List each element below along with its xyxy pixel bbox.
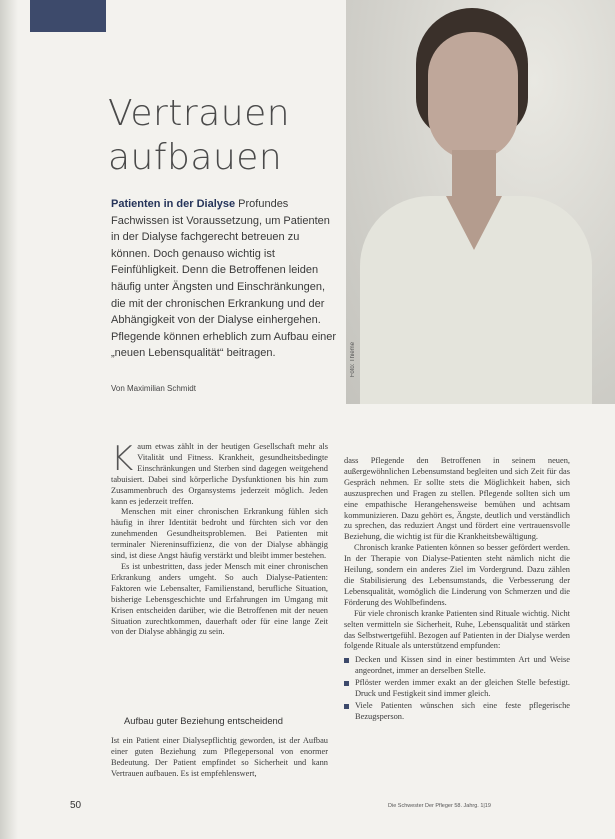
- left-paragraph-2: Menschen mit einer chronischen Erkrankung fühlen sich häufig in ihrer Identität bedroht und fürchten sich vor den zunehmenden Gesundheitsproblemen. Bei Patienten mit terminaler Niereninsuffizienz, die von der Dialyse abhängig sind, ist diese Angst häufig verstärkt und bleibt immer bestehen.: [111, 507, 328, 561]
- lead-paragraph: [111, 196, 339, 362]
- page-edge-shadow: [0, 0, 18, 839]
- section-tab: [30, 0, 106, 32]
- nurse-photo: [346, 0, 615, 404]
- title-line-2: aufbauen: [108, 137, 283, 178]
- left-paragraph-1: [111, 439, 328, 507]
- lead-text: Profundes Fachwissen ist Voraussetzung, um Patienten in der Dialyse fachgerecht betreuen zu können. Doch genauso wichtig ist Feinfühligkeit. Denn die Betroffenen leiden häufig unter Ängsten und Einschränkungen, die mit der chronischen Erkrankung und der Abhängigkeit von der Dialyse einhergehen. Pflegende können erheblich zum Aufbau einer „neuen Lebensqualität“ beitragen.: [111, 198, 337, 360]
- right-paragraph-1: dass Pflegende den Betroffenen in seinem neuen, außergewöhnlichen Lebensumstand begleiten und sich Zeit für das Gespräch nehmen. Er sollte stets die Möglichkeit haben, sich auszusprechen und Fragen zu stellen. Pflegende sollten sich um eine empathische Herangehensweise bemühen und achtsam kommunizieren. Dazu gehört es, Ängste, deutlich und verständlich zu sprechen, das reduziert Angst und fördert eine vertrauensvolle Beziehung, die wichtig ist für die Krankheitsbewältigung.: [344, 456, 570, 542]
- body-column-right: [344, 456, 570, 724]
- photo-face: [428, 32, 518, 160]
- byline: Von Maximilian Schmidt: [111, 384, 196, 393]
- photo-credit: Foto: Thieme: [350, 342, 356, 378]
- list-item: Pflöster werden immer exakt an der gleichen Stelle befestigt. Druck und Festigkeit sind immer gleich.: [344, 678, 570, 700]
- body-column-left-lower: [111, 736, 328, 780]
- body-column-left: [111, 439, 328, 638]
- section-subheading: Aufbau guter Beziehung entscheidend: [124, 715, 283, 726]
- footer-source: Die Schwester Der Pfleger 58. Jahrg. 1|19: [388, 803, 491, 809]
- title-line-1: Vertrauen: [108, 93, 291, 134]
- list-item: Viele Patienten wünschen sich eine feste pflegerische Bezugsperson.: [344, 701, 570, 723]
- right-paragraph-2: Chronisch kranke Patienten können so besser gefördert werden. In der Therapie von Dialyse-Patienten steht nämlich nicht die Heilung, sondern ein anderes Ziel im Vordergrund. Dazu zählen die Stabilisierung des Lebensumstands, die Verbesserung der Lebensqualität, womöglich die Linderung von Schmerzen und die Förderung des Wohlbefindens.: [344, 543, 570, 607]
- article-title: [108, 92, 348, 180]
- lead-label: Patienten in der Dialyse: [111, 198, 236, 210]
- left-paragraph-4: Ist ein Patient einer Dialysepflichtig geworden, ist der Aufbau einer guten Beziehung zum Pflegepersonal von enormer Bedeutung. Der Patient empfindet so Sicherheit und kann Vertrauen aufbauen. Es ist empfehlenswert,: [111, 736, 328, 778]
- left-paragraph-1-text: aum etwas zählt in der heutigen Gesellschaft mehr als Vitalität und Fitness. Krankheit, gesundheitsbedingte Einschränkungen und Sterben sind dagegen weitgehend tabuisiert. Dabei sind körperliche Dysfunktionen bis hin zum Zusammenbruch des Organsystems jederzeit möglich. Jeden kann es jederzeit treffen.: [111, 442, 328, 506]
- drop-cap: K: [111, 439, 134, 479]
- list-item: Decken und Kissen sind in einer bestimmten Art und Weise angeordnet, immer an derselben Stelle.: [344, 655, 570, 677]
- ritual-list: [344, 655, 570, 722]
- right-paragraph-3: Für viele chronisch kranke Patienten sind Rituale wichtig. Nicht selten vermitteln sie Sicherheit, Ruhe, Lebensqualität und stärken das Selbstwertgefühl. Bezogen auf Patienten in der Dialyse werden folgende Rituale als unterstützend empfunden:: [344, 608, 570, 651]
- photo-vneck: [446, 196, 502, 250]
- left-paragraph-3: Es ist unbestritten, dass jeder Mensch mit einer chronischen Erkrankung anders umgeht. So auch Dialyse-Patienten: Faktoren wie Lebensalter, Familienstand, berufliche Situation, bisherige Lebensgeschichte und Erfahrungen im Umgang mit Krisen entscheiden darüber, wie die Betroffenen mit der neuen Situation zurechtkommen, dauerhaft oder für eine lange Zeit von der Dialyse abhängig zu sein.: [111, 561, 328, 637]
- page-number: 50: [70, 800, 82, 811]
